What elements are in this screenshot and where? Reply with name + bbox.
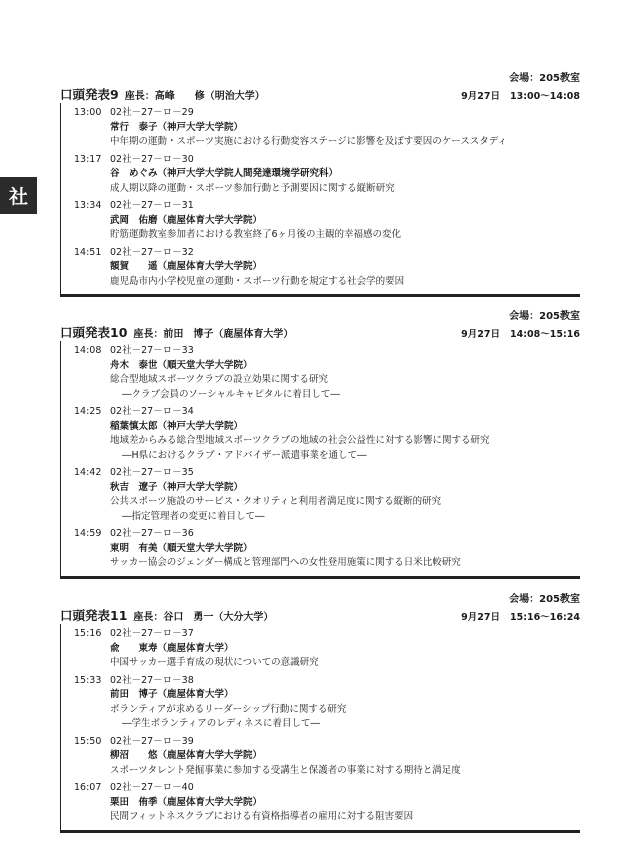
presentation-code: 02社－27－ロ－38 — [110, 674, 194, 686]
section-tab: 社 — [0, 177, 37, 214]
presentation-author: 東明 有美（順天堂大学大学院） — [110, 542, 253, 554]
presentation-time: 13:00 — [74, 107, 102, 118]
presentation-code: 02社－27－ロ－32 — [110, 246, 194, 258]
venue-label: 会場：205教室 — [509, 311, 580, 322]
venue-label: 会場：205教室 — [509, 594, 580, 605]
session-title: 口頭発表10 — [60, 325, 128, 340]
presentation-item — [61, 466, 580, 524]
presentation-author: 前田 博子（鹿屋体育大学） — [110, 689, 234, 700]
session-date: 9月27日 — [461, 612, 501, 623]
session-date: 9月27日 — [461, 91, 501, 102]
presentation-time: 16:07 — [74, 782, 102, 793]
presentation-author: 武岡 佑磨（鹿屋体育大学大学院） — [110, 214, 263, 226]
presentation-code: 02社－27－ロ－29 — [110, 107, 194, 118]
session-block — [60, 593, 580, 833]
session-time: 14:08〜15:16 — [510, 329, 580, 340]
presentation-code: 02社－27－ロ－40 — [110, 782, 194, 793]
presentation-item — [61, 246, 580, 290]
venue-label: 会場：205教室 — [509, 73, 580, 84]
presentation-item — [61, 106, 580, 150]
presentation-subtitle: ―クラブ会員のソーシャルキャピタルに着目して― — [122, 388, 340, 400]
presentation-title: スポーツタレント発掘事業に参加する受講生と保護者の事業に対する期待と満足度 — [110, 764, 461, 776]
presentation-time: 13:34 — [74, 200, 102, 211]
presentation-title: 総合型地域スポーツクラブの設立効果に関する研究 — [110, 374, 329, 385]
presentation-item — [61, 153, 580, 197]
session-block — [60, 72, 580, 297]
session-header — [60, 606, 580, 622]
presentation-item — [61, 527, 580, 571]
presentation-author: 舟木 泰世（順天堂大学大学院） — [110, 359, 253, 371]
session-time: 15:16〜16:24 — [510, 612, 580, 623]
presentation-time: 15:50 — [74, 735, 102, 747]
presentation-time: 14:08 — [74, 345, 102, 356]
presentation-code: 02社－27－ロ－33 — [110, 345, 194, 356]
presentation-time: 15:16 — [74, 628, 102, 639]
presentation-title: 中年期の運動・スポーツ実施における行動変容ステージに影響を及ぼす要因のケーススタディ — [110, 136, 508, 147]
presentation-title: 成人期以降の運動・スポーツ参加行動と予測要因に関する縦断研究 — [110, 182, 395, 194]
presentation-title: 中国サッカー選手育成の現状についての意識研究 — [110, 657, 319, 668]
session-date: 9月27日 — [461, 329, 501, 340]
presentation-code: 02社－27－ロ－34 — [110, 406, 194, 417]
presentation-time: 15:33 — [74, 674, 102, 686]
presentation-item — [61, 405, 580, 463]
presentation-subtitle: ―H県におけるクラブ・アドバイザー派遣事業を通して― — [122, 449, 367, 461]
presentation-list — [60, 341, 580, 579]
presentation-author: 柳沼 悠（鹿屋体育大学大学院） — [110, 750, 263, 761]
presentation-subtitle: ―学生ボランティアのレディネスに着目して― — [122, 718, 320, 729]
presentation-item — [61, 627, 580, 671]
session-datetime — [461, 609, 580, 623]
presentation-item — [61, 735, 580, 779]
presentation-code: 02社－27－ロ－39 — [110, 735, 194, 747]
presentation-title: ボランティアが求めるリーダーシップ行動に関する研究 — [110, 703, 347, 715]
presentation-code: 02社－27－ロ－37 — [110, 628, 194, 639]
session-title: 口頭発表11 — [60, 608, 128, 623]
presentation-time: 14:59 — [74, 528, 102, 539]
presentation-item — [61, 674, 580, 732]
presentation-author: 額賀 遥（鹿屋体育大学大学院） — [110, 261, 263, 272]
presentation-title: 地域差からみる総合型地域スポーツクラブの地域の社会公益性に対する影響に関する研究 — [110, 435, 490, 446]
session-time: 13:00〜14:08 — [510, 91, 580, 102]
session-header — [60, 85, 580, 101]
session-datetime — [461, 326, 580, 340]
presentation-list — [60, 103, 580, 297]
presentation-title: 鹿児島市内小学校児童の運動・スポーツ行動を規定する社会学的要因 — [110, 275, 405, 287]
presentation-author: 谷 めぐみ（神戸大学大学院人間発達環境学研究科） — [110, 168, 339, 179]
presentation-code: 02社－27－ロ－31 — [110, 200, 194, 211]
presentation-item — [61, 199, 580, 243]
presentation-time: 14:42 — [74, 467, 102, 478]
presentation-time: 14:51 — [74, 246, 102, 258]
session-chair: 座長：高峰 修（明治大学） — [124, 91, 265, 102]
session-datetime — [461, 88, 580, 102]
presentation-code: 02社－27－ロ－36 — [110, 528, 194, 539]
presentation-list — [60, 624, 580, 833]
presentation-title: 公共スポーツ施設のサービス・クオリティと利用者満足度に関する縦断的研究 — [110, 496, 442, 507]
presentation-title: 貯筋運動教室参加者における教室終了6ヶ月後の主観的幸福感の変化 — [110, 229, 402, 240]
presentation-code: 02社－27－ロ－30 — [110, 153, 194, 165]
presentation-author: 稲葉慎太郎（神戸大学大学院） — [110, 420, 244, 432]
presentation-time: 14:25 — [74, 406, 102, 417]
session-block — [60, 310, 580, 579]
presentation-author: 兪 東寿（鹿屋体育大学） — [110, 642, 234, 654]
presentation-title: サッカー協会のジェンダー構成と管理部門への女性登用施策に関する日米比較研究 — [110, 557, 461, 568]
presentation-author: 常行 泰子（神戸大学大学院） — [110, 121, 244, 133]
presentation-item — [61, 344, 580, 402]
presentation-item — [61, 781, 580, 825]
presentation-code: 02社－27－ロ－35 — [110, 467, 194, 478]
presentation-author: 秋吉 遼子（神戸大学大学院） — [110, 481, 244, 493]
session-header — [60, 323, 580, 339]
presentation-time: 13:17 — [74, 153, 102, 165]
presentation-author: 栗田 侑季（鹿屋体育大学大学院） — [110, 796, 263, 808]
session-chair: 座長：谷口 勇一（大分大学） — [133, 612, 274, 623]
presentation-subtitle: ―指定管理者の変更に着目して― — [122, 510, 265, 522]
session-chair: 座長：前田 博子（鹿屋体育大学） — [133, 329, 294, 340]
session-title: 口頭発表9 — [60, 87, 119, 102]
presentation-title: 民間フィットネスクラブにおける有資格指導者の雇用に対する阻害要因 — [110, 811, 414, 822]
